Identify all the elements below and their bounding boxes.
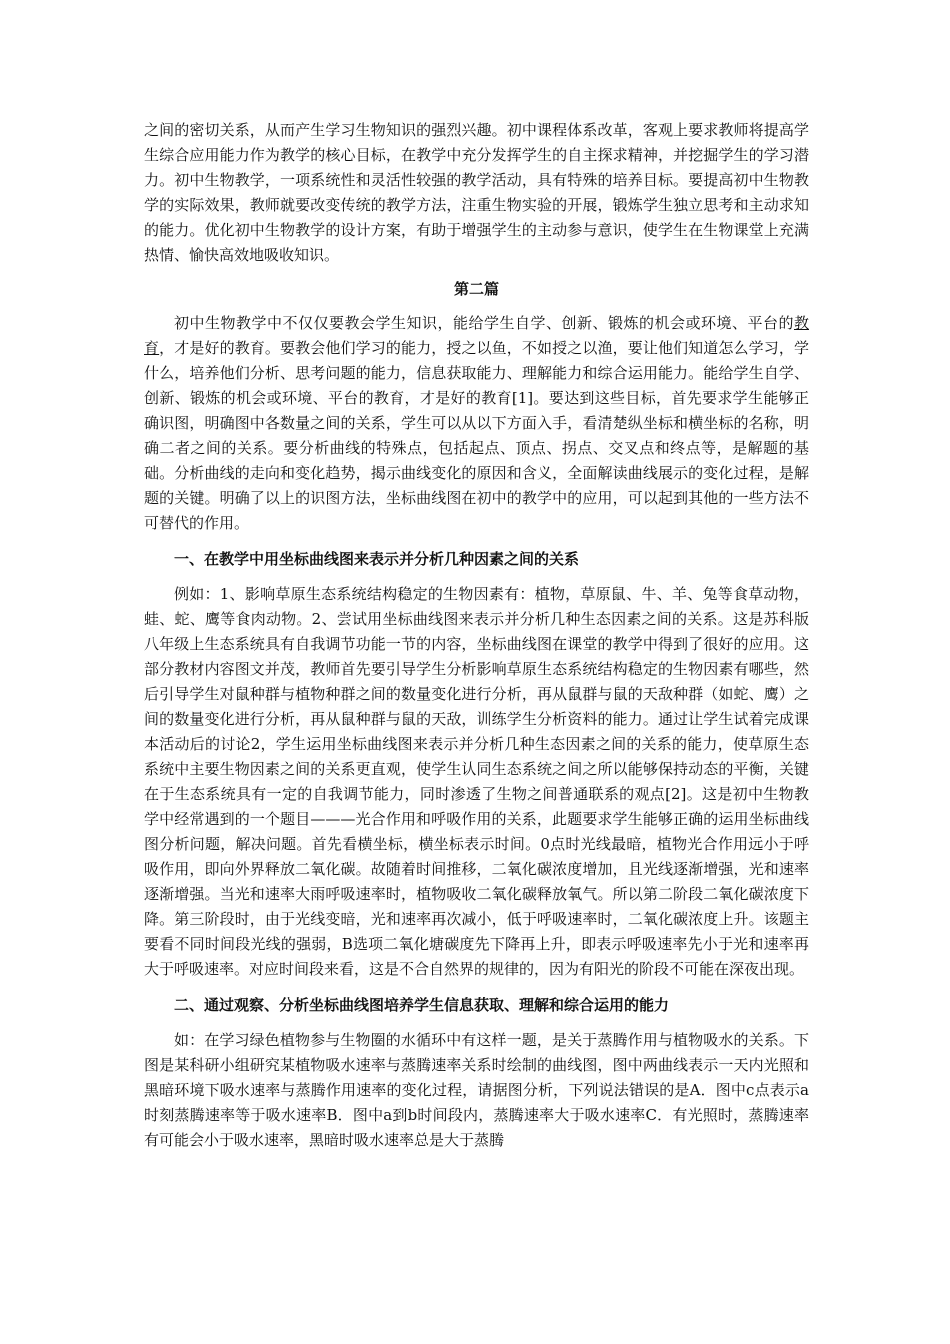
section-heading-1: 一、在教学中用坐标曲线图来表示并分析几种因素之间的关系	[174, 550, 580, 568]
intro-paragraph: 之间的密切关系，从而产生学习生物知识的强烈兴趣。初中课程体系改革，客观上要求教师将提高学生综合应用能力作为教学的核心目标，在教学中充分发挥学生的自主探求精神，并挖掘学生的学习潜力。初中生物教学，一项系统性和灵活性较强的教学活动，具有特殊的培养目标。要提高初中生物教学的实际效果，教师就要改变传统的教学方法，注重生物实验的开展，锻炼学生独立思考和主动求知的能力。优化初中生物教学的设计方案，有助于增强学生的主动参与意识，使学生在生物课堂上充满热情、愉快高效地吸收知识。	[144, 121, 809, 264]
paragraph-2: 例如：1、影响草原生态系统结构稳定的生物因素有：植物，草原鼠、牛、羊、兔等食草动物，蛙、蛇、鹰等食肉动物。2、尝试用坐标曲线图来表示并分析几种生态因素之间的关系。这是苏科版八年级上生态系统具有自我调节功能一节的内容，坐标曲线图在课堂的教学中得到了很好的应用。这部分教材内容图文并茂，教师首先要引导学生分析影响草原生态系统结构稳定的生物因素有哪些，然后引导学生对鼠种群与植物种群之间的数量变化进行分析，再从鼠群与鼠的天敌种群（如蛇、鹰）之间的数量变化进行分析，再从鼠种群与鼠的天敌，训练学生分析资料的能力。通过让学生试着完成课本活动后的讨论2，学生运用坐标曲线图来表示并分析几种生态因素之间的关系的能力，使草原生态系统中主要生物因素之间的关系更直观，使学生认同生态系统之间之所以能够保持动态的平衡，关键在于生态系统具有一定的自我调节能力，同时渗透了生物之间普通联系的观点[2]。这是初中生物教学中经常遇到的一个题目———光合作用和呼吸作用的关系，此题要求学生能够正确的运用坐标曲线图分析问题，解决问题。首先看横坐标，横坐标表示时间。0点时光线最暗，植物光合作用远小于呼吸作用，即向外界释放二氧化碳。故随着时间推移，二氧化碳浓度增加，且光线逐渐增强，光和速率逐渐增强。当光和速率大雨呼吸速率时，植物吸收二氧化碳释放氧气。所以第二阶段二氧化碳浓度下降。第三阶段时，由于光线变暗，光和速率再次减小，低于呼吸速率时，二氧化碳浓度上升。该题主要看不同时间段光线的强弱，B选项二氧化塘碳度先下降再上升，即表示呼吸速率先小于光和速率再大于呼吸速率。对应时间段来看，这是不合自然界的规律的，因为有阳光的阶段不可能在深夜出现。	[144, 585, 809, 978]
document-page	[144, 118, 809, 1153]
education-link[interactable]: 教育	[144, 314, 809, 357]
section-title: 第二篇	[453, 280, 499, 298]
paragraph-1	[144, 311, 809, 536]
paragraph-3: 如：在学习绿色植物参与生物圈的水循环中有这样一题，是关于蒸腾作用与植物吸水的关系。下图是某科研小组研究某植物吸水速率与蒸腾速率关系时绘制的曲线图，图中两曲线表示一天内光照和黑暗环境下吸水速率与蒸腾作用速率的变化过程，请据图分析，下列说法错误的是A．图中c点表示a时刻蒸腾速率等于吸水速率B．图中a到b时间段内，蒸腾速率大于吸水速率C．有光照时，蒸腾速率有可能会小于吸水速率，黑暗时吸水速率总是大于蒸腾	[144, 1031, 809, 1149]
section-heading-2: 二、通过观察、分析坐标曲线图培养学生信息获取、理解和综合运用的能力	[174, 996, 670, 1014]
paragraph-1-text-a: 初中生物教学中不仅仅要教会学生知识，能给学生自学、创新、锻炼的机会或环境、平台的	[174, 314, 794, 332]
paragraph-1-text-b: ，才是好的教育。要教会他们学习的能力，授之以鱼，不如授之以渔，要让他们知道怎么学习，学什么，培养他们分析、思考问题的能力，信息获取能力、理解能力和综合运用能力。能给学生自学、创新、锻炼的机会或环境、平台的教育，才是好的教育[1]。要达到这些目标，首先要求学生能够正确识图，明确图中各数量之间的关系，学生可以从以下方面入手，看清楚纵坐标和横坐标的名称，明确二者之间的关系。要分析曲线的特殊点，包括起点、顶点、拐点、交叉点和终点等，是解题的基础。分析曲线的走向和变化趋势，揭示曲线变化的原因和含义，全面解读曲线展示的变化过程，是解题的关键。明确了以上的识图方法，坐标曲线图在初中的教学中的应用，可以起到其他的一些方法不可替代的作用。	[144, 339, 809, 532]
